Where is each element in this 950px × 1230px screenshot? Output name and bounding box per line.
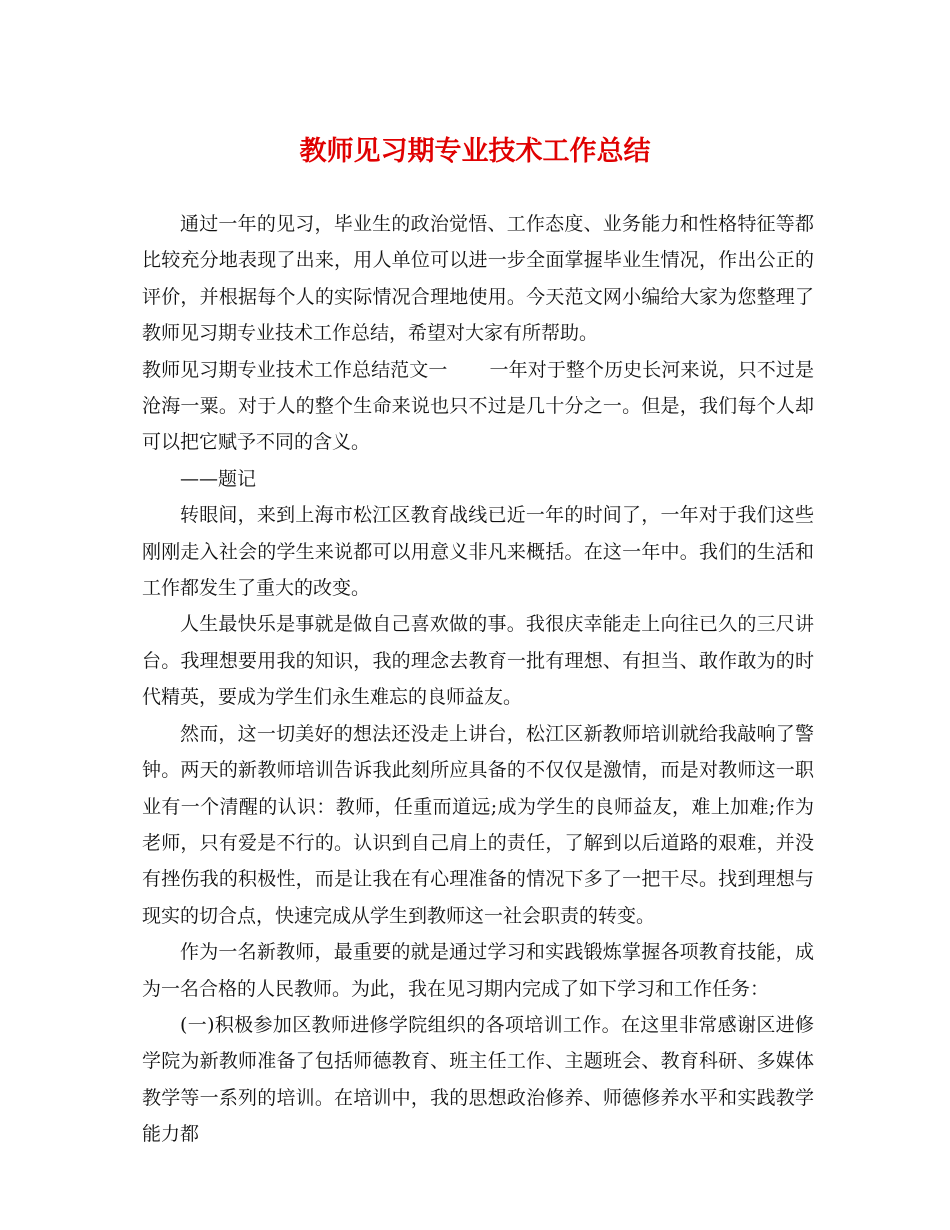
body-paragraph: (一)积极参加区教师进修学院组织的各项培训工作。在这里非常感谢区进修学院为新教师准备了包括师德教育、班主任工作、主题班会、教育科研、多媒体教学等一系列的培训。在培训中，我的思想政治修养、师德修养水平和实践教学能力都 [142,1013,814,1146]
body-paragraph: 然而，这一切美好的想法还没走上讲台，松江区新教师培训就给我敲响了警钟。两天的新教师培训告诉我此刻所应具备的不仅仅是激情，而是对教师这一职业有一个清醒的认识：教师，任重而道远;成为学生的良师益友，难上加难;作为老师，只有爱是不行的。认识到自己肩上的责任，了解到以后道路的艰难，并没有挫伤我的积极性，而是让我在有心理准备的情况下多了一把干尽。找到理想与现实的切合点，快速完成从学生到教师这一社会职责的转变。 [142,722,814,927]
body-paragraph: 作为一名新教师，最重要的就是通过学习和实践锻炼掌握各项教育技能，成为一名合格的人民教师。为此，我在见习期内完成了如下学习和工作任务： [142,941,814,1000]
document-body [142,206,814,1153]
section-heading: 教师见习期专业技术工作总结范文一 [142,358,448,381]
body-paragraph: 转眼间，来到上海市松江区教育战线已近一年的时间了，一年对于我们这些刚刚走入社会的学生来说都可以用意义非凡来概括。在这一年中。我们的生活和工作都发生了重大的改变。 [142,504,814,600]
section-paragraph [142,352,814,461]
body-paragraph: 人生最快乐是事就是做自己喜欢做的事。我很庆幸能走上向往已久的三尺讲台。我理想要用我的知识，我的理念去教育一批有理想、有担当、敢作敢为的时代精英，要成为学生们永生难忘的良师益友。 [142,613,814,709]
epigraph: 一年对于整个历史长河来说，只不过是沧海一粟。对于人的整个生命来说也只不过是几十分之一。但是，我们每个人却可以把它赋予不同的含义。 [142,358,814,454]
epigraph-source: ——题记 [180,467,257,490]
document-title: 教师见习期专业技术工作总结 [299,136,651,167]
intro-paragraph: 通过一年的见习，毕业生的政治觉悟、工作态度、业务能力和性格特征等都比较充分地表现了出来，用人单位可以进一步全面掌握毕业生情况，作出公正的评价，并根据每个人的实际情况合理地使用。今天范文网小编给大家为您整理了教师见习期专业技术工作总结，希望对大家有所帮助。 [142,213,814,345]
